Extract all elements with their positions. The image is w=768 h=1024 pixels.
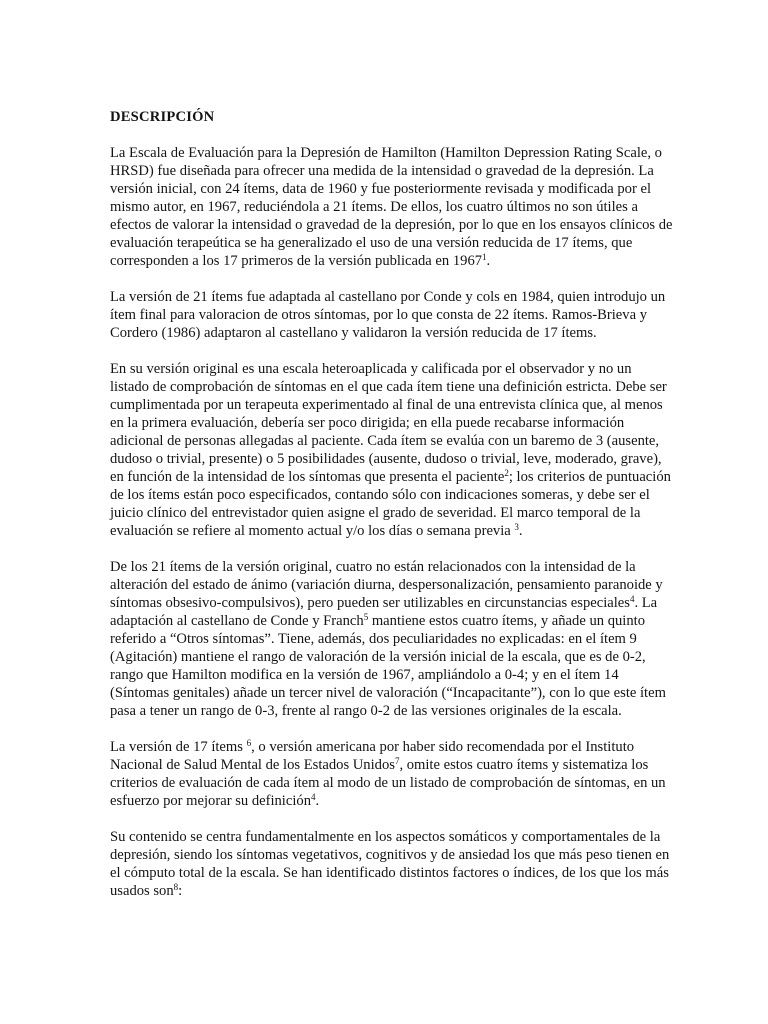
footnote-marker: 6 [246, 738, 252, 749]
paragraph [110, 288, 673, 342]
paragraph-text: La versión de 17 ítems [110, 739, 247, 755]
paragraph-text: En su versión original es una escala heteroaplicada y calificada por el observador y no un listado de comprobación de síntomas en el que cada ítem tiene una definición estricta. Debe ser cumplimentada por un terapeuta experimentado al final de una entrevista clínica que, al menos en la primera evaluación, debería ser poco dirigida; en ella puede recabarse información adicional de personas allegadas al paciente. Cada ítem se evalúa con un baremo de 3 (ausente, dudoso o trivial, presente) o 5 posibilidades (ausente, dudoso o trivial, leve, moderado, grave), en función de la intensidad de los síntomas que presenta el paciente [110, 361, 667, 485]
paragraph-text: mantiene estos cuatro ítems, y añade un quinto referido a “Otros síntomas”. Tiene, además, dos peculiaridades no explicadas: en el ítem 9 (Agitación) mantiene el rango de valoración de la versión inicial de la escala, que es de 0-2, rango que Hamilton modifica en la versión de 1967, ampliándolo a 0-4; y en el ítem 14 (Síntomas genitales) añade un tercer nivel de valoración (“Incapacitante”), con lo que este ítem pasa a tener un rango de 0-3, frente al rango 0-2 de las versiones originales de la escala. [110, 613, 666, 719]
paragraph-text: . [315, 793, 320, 809]
paragraph-text: , omite estos cuatro ítems y sistematiza los criterios de evaluación de cada ítem al modo de un listado de comprobación de síntomas, en un esfuerzo por mejorar su definición [110, 757, 666, 809]
footnote-marker: 4 [629, 594, 635, 605]
footnote-marker: 4 [311, 792, 316, 803]
paragraph [110, 360, 673, 540]
section-heading: DESCRIPCIÓN [110, 109, 215, 125]
paragraph [110, 558, 673, 720]
paragraph [110, 144, 673, 270]
footnote-marker: 8 [173, 882, 179, 893]
footnote-marker: 3 [514, 522, 519, 533]
paragraph-text: . [518, 523, 523, 539]
paragraph-text: Su contenido se centra fundamentalmente en los aspectos somáticos y comportamentales de la depresión, siendo los síntomas vegetativos, cognitivos y de ansiedad los que más peso tienen en el cómputo total de la escala. Se han identificado distintos factores o índices, de los que los más usados son [110, 829, 670, 899]
paragraph-text: La Escala de Evaluación para la Depresión de Hamilton (Hamilton Depression Rating Scale, o HRSD) fue diseñada para ofrecer una medida de la intensidad o gravedad de la depresión. La versión inicial, con 24 ítems, data de 1960 y fue posteriormente revisada y modificada por el mismo autor, en 1967, reduciéndola a 21 ítems. De ellos, los cuatro últimos no son útiles a efectos de valorar la intensidad o gravedad de la depresión, por lo que en los ensayos clínicos de evaluación terapeútica se ha generalizado el uso de una versión reducida de 17 ítems, que corresponden a los 17 primeros de la versión publicada en 1967 [110, 145, 673, 269]
paragraph-text: , o versión americana por haber sido recomendada por el Instituto Nacional de Salud Mental de los Estados Unidos [110, 739, 635, 773]
paragraph-text: . [486, 253, 491, 269]
paragraph-text: ; los criterios de puntuación de los ítems están poco especificados, contando sólo con indicaciones someras, y debe ser el juicio clínico del entrevistador quien asigne el grado de severidad. El marco temporal de la evaluación se refiere al momento actual y/o los días o semana previa [110, 469, 671, 539]
footnote-marker: 1 [482, 252, 487, 263]
paragraph [110, 828, 673, 900]
footnote-marker: 7 [394, 756, 400, 767]
footnote-marker: 5 [363, 612, 369, 623]
paragraph-text: La versión de 21 ítems fue adaptada al castellano por Conde y cols en 1984, quien introdujo un ítem final para valoracion de otros síntomas, por lo que consta de 22 ítems. Ramos-Brieva y Cordero (1986) adaptaron al castellano y validaron la versión reducida de 17 ítems. [110, 289, 666, 341]
paragraph [110, 738, 673, 810]
paragraph-text: : [178, 883, 183, 899]
paragraph-text: . La adaptación al castellano de Conde y Franch [110, 595, 658, 629]
paragraph-text: De los 21 ítems de la versión original, cuatro no están relacionados con la intensidad de la alteración del estado de ánimo (variación diurna, despersonalización, pensamiento paranoide y síntomas obsesivo-compulsivos), pero pueden ser utilizables en circunstancias especiales [110, 559, 663, 611]
document-body [110, 144, 673, 900]
footnote-marker: 2 [504, 468, 509, 479]
